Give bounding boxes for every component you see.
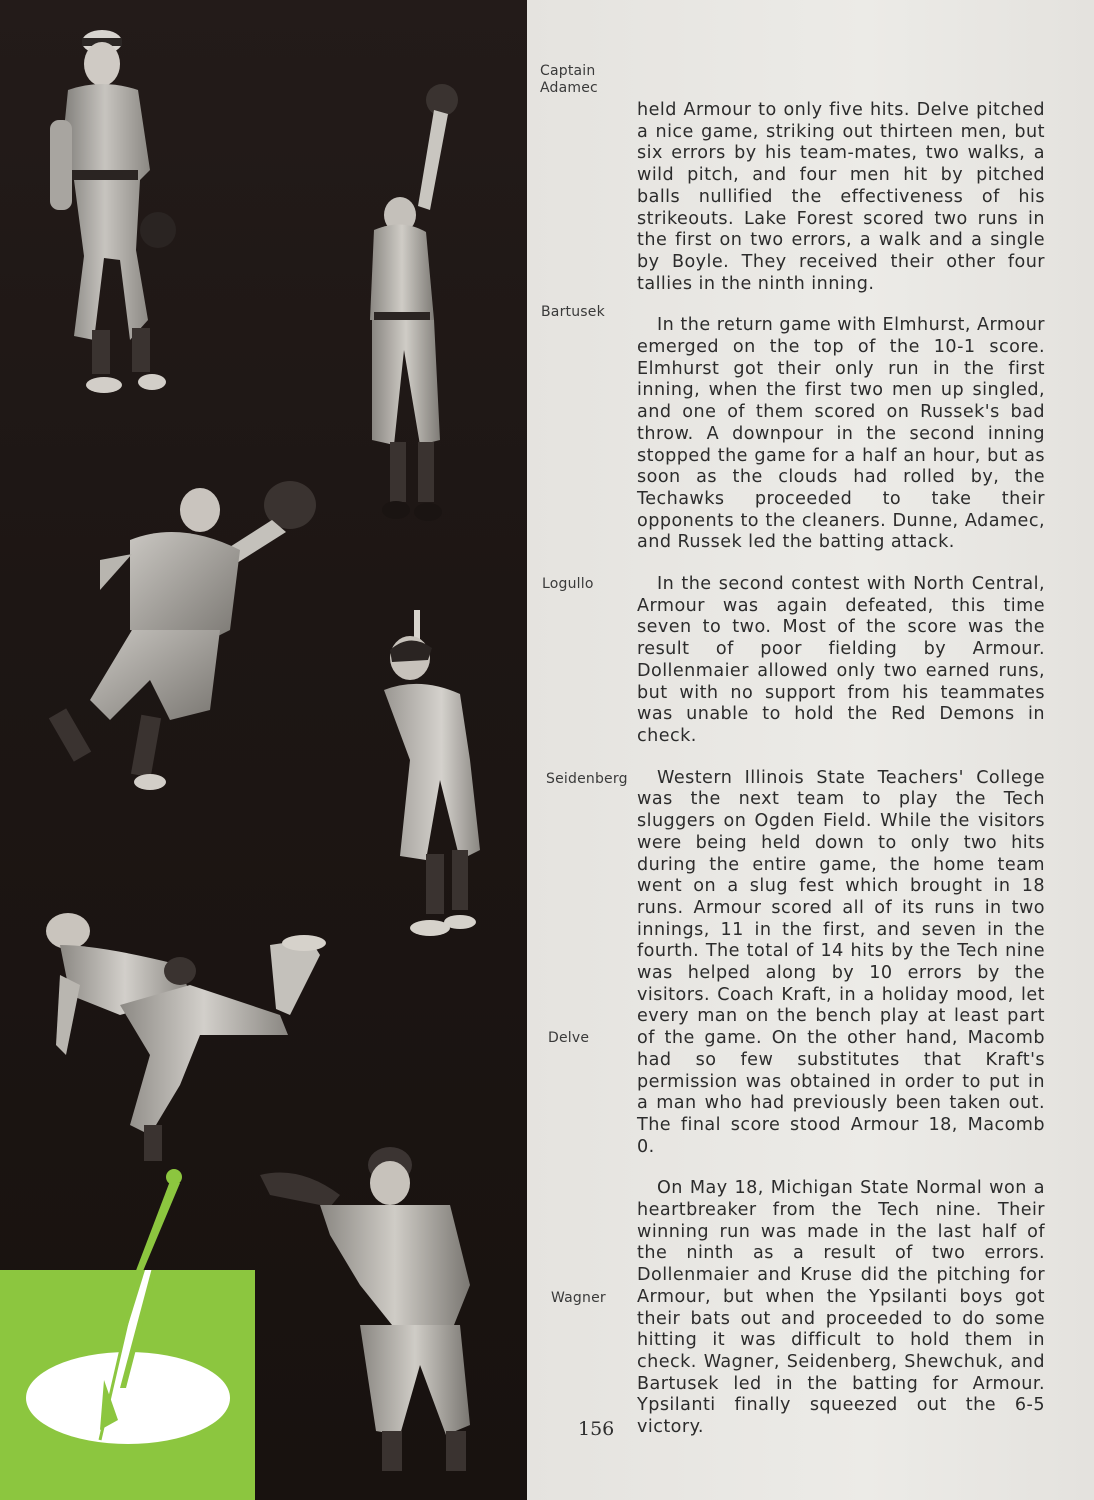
paragraph: In the second contest with North Central, Armour was again defeated, this time seven to two. Most of the score was the result of poor fielding by Armour. Dollenmaier allowed only two earned runs, but with no support from his teammates was unable to hold the Red Demons in check. [637,574,1045,746]
player-photo-logullo [40,480,320,800]
caption-seidenberg: Seidenberg [546,771,628,787]
paragraph: held Armour to only five hits. Delve pitched a nice game, striking out thirteen men, but six errors by his team-mates, two walks, a wild pitch, and four men hit by pitched balls nullified the effectiveness of his strikeouts. Lake Forest scored two runs in the first on two errors, a walk and a single by Boyle. They received their other four tallies in the ninth inning. [637,100,1045,294]
caption-line: Captain [540,63,596,79]
caption-wagner: Wagner [551,1290,606,1306]
caption-delve: Delve [548,1030,590,1046]
page-number: 156 [578,1418,615,1440]
article-body [637,100,1045,1459]
paragraph: On May 18, Michigan State Normal won a heartbreaker from the Tech nine. Their winning run was made in the last half of the ninth as a result of two errors. Dollenmaier and Kruse did the pitching for Armour, but when the Ypsilanti boys got their bats out and proceeded to do some hitting it was difficult to hold them in check. Wagner, Seidenberg, Shewchuk, and Bartusek led in the batting for Armour. Ypsilanti finally squeezed out the 6-5 victory. [637,1178,1045,1438]
player-photo-adamec [40,20,190,410]
bat-handle-icon [130,1165,190,1285]
photo-collage-panel [0,0,527,1500]
paragraph: In the return game with Elmhurst, Armour emerged on the top of the 10-1 score. Elmhurst got their only run in the first inning, when the first two men up singled, and one of them scored on Russek's bad throw. A downpour in the second inning stopped the game for a half an hour, but as soon as the clouds had rolled by, the Techawks proceeded to take their opponents to the cleaners. Dunne, Adamec, and Russek led the batting attack. [637,315,1045,553]
caption-logullo: Logullo [542,576,594,592]
paragraph: Western Illinois State Teachers' College was the next team to play the Tech sluggers on Ogden Field. While the visitors were being held down to only two hits during the entire game, the home team went on a slug fest which brought in 18 runs. Armour scored all of its runs in two innings, 11 in the first, and seven in the fourth. The total of 14 hits by the Tech nine was helped along by 10 errors by the visitors. Coach Kraft, in a holiday mood, let every man on the bench play at least part of the game. On the other hand, Macomb had so few substitutes that Kraft's permission was obtained in order to put in a man who had previously been taken out. The final score stood Armour 18, Macomb 0. [637,767,1045,1157]
player-photo-bartusek [350,80,470,540]
caption-captain-adamec [540,63,598,97]
player-photo-wagner [250,1135,520,1485]
bat-and-plate-icon [0,1270,255,1500]
green-accent-block [0,1270,255,1500]
player-photo-seidenberg [370,610,490,960]
caption-bartusek: Bartusek [541,304,605,320]
caption-line: Adamec [540,80,598,96]
player-photo-delve [40,905,340,1165]
